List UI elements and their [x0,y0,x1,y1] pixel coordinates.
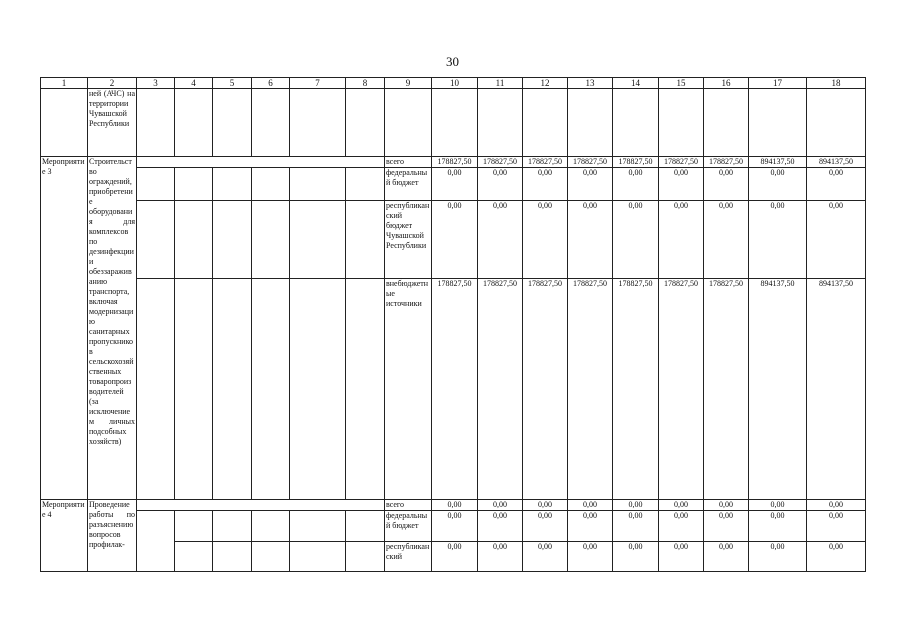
budget-table [40,77,866,572]
measure-row [41,279,866,500]
measure-row [41,500,866,511]
continuation-row [41,89,866,157]
value-cell: 178827,50 [523,279,568,500]
value-cell: 178827,50 [568,157,613,168]
value-cell: 0,00 [523,168,568,201]
measure-row [41,511,866,542]
value-cell: 0,00 [704,511,749,542]
column-number: 14 [613,78,659,89]
column-number: 15 [659,78,704,89]
funding-source: федеральный бюджет [385,168,432,201]
value-cell: 0,00 [613,168,659,201]
budget-table-sheet [40,77,865,572]
value-cell: 0,00 [613,511,659,542]
measure-label: Мероприятие 4 [41,500,88,572]
value-cell: 0,00 [613,542,659,572]
funding-source: всего [385,500,432,511]
value-cell: 0,00 [704,542,749,572]
column-number: 11 [478,78,523,89]
value-cell: 0,00 [659,168,704,201]
funding-source: республиканский [385,542,432,572]
column-number: 6 [252,78,290,89]
value-cell: 0,00 [478,500,523,511]
column-number: 18 [807,78,866,89]
value-cell: 0,00 [523,201,568,279]
value-cell: 0,00 [568,511,613,542]
value-cell: 0,00 [749,500,807,511]
value-cell: 0,00 [704,201,749,279]
column-number: 9 [385,78,432,89]
value-cell: 0,00 [659,500,704,511]
value-cell: 178827,50 [704,157,749,168]
blank-cell [41,89,88,157]
value-cell: 0,00 [807,500,866,511]
column-number: 12 [523,78,568,89]
column-number: 10 [432,78,478,89]
value-cell: 178827,50 [568,279,613,500]
value-cell: 178827,50 [432,279,478,500]
value-cell: 0,00 [568,168,613,201]
value-cell: 894137,50 [807,157,866,168]
value-cell: 0,00 [749,511,807,542]
value-cell: 0,00 [523,500,568,511]
value-cell: 0,00 [613,201,659,279]
value-cell: 178827,50 [659,279,704,500]
column-number: 7 [290,78,346,89]
value-cell: 0,00 [749,201,807,279]
column-number: 5 [213,78,252,89]
value-cell: 0,00 [478,511,523,542]
value-cell: 0,00 [478,542,523,572]
column-number: 8 [346,78,385,89]
funding-source: всего [385,157,432,168]
value-cell: 0,00 [432,542,478,572]
value-cell: 0,00 [478,168,523,201]
value-cell: 178827,50 [432,157,478,168]
measure-row [41,201,866,279]
column-number: 3 [137,78,175,89]
value-cell: 0,00 [807,168,866,201]
value-cell: 178827,50 [613,157,659,168]
value-cell: 0,00 [432,168,478,201]
value-cell: 0,00 [523,511,568,542]
value-cell: 0,00 [749,542,807,572]
column-number: 4 [175,78,213,89]
value-cell: 178827,50 [613,279,659,500]
column-number: 16 [704,78,749,89]
value-cell: 178827,50 [523,157,568,168]
value-cell: 0,00 [749,168,807,201]
measure-name: Строительство ограждений, приобретение оборудования для комплексов по дезинфекции и обеззараживанию транспорта, включая модернизацию санитарных пропускников сельскохозяйственных товаропроизводителей (за исключением личных подсобных хозяйств) [88,157,137,500]
column-number: 17 [749,78,807,89]
value-cell: 0,00 [704,168,749,201]
measure-name: Проведение работы по разъяснению вопросов профилак- [88,500,137,572]
value-cell: 0,00 [568,542,613,572]
value-cell: 178827,50 [478,279,523,500]
value-cell: 178827,50 [659,157,704,168]
value-cell: 894137,50 [807,279,866,500]
measure-label: Мероприятие 3 [41,157,88,500]
value-cell: 0,00 [659,511,704,542]
column-number-row [41,78,866,89]
value-cell: 178827,50 [478,157,523,168]
column-number: 1 [41,78,88,89]
funding-source: федеральный бюджет [385,511,432,542]
value-cell: 0,00 [807,542,866,572]
value-cell: 0,00 [704,500,749,511]
measure-row [41,168,866,201]
continuation-name: ней (АЧС) на территории Чувашской Республики [88,89,137,157]
column-number: 2 [88,78,137,89]
value-cell: 0,00 [432,201,478,279]
measure-row [41,157,866,168]
value-cell: 178827,50 [704,279,749,500]
value-cell: 0,00 [568,500,613,511]
page-number: 30 [446,54,459,69]
value-cell: 0,00 [807,511,866,542]
value-cell: 0,00 [659,201,704,279]
value-cell: 894137,50 [749,157,807,168]
column-number: 13 [568,78,613,89]
value-cell: 0,00 [568,201,613,279]
value-cell: 0,00 [807,201,866,279]
value-cell: 0,00 [478,201,523,279]
value-cell: 0,00 [523,542,568,572]
funding-source: внебюджетные источники [385,279,432,500]
value-cell: 0,00 [613,500,659,511]
value-cell: 894137,50 [749,279,807,500]
value-cell: 0,00 [432,500,478,511]
value-cell: 0,00 [659,542,704,572]
value-cell: 0,00 [432,511,478,542]
funding-source: республиканский бюджет Чувашской Республики [385,201,432,279]
